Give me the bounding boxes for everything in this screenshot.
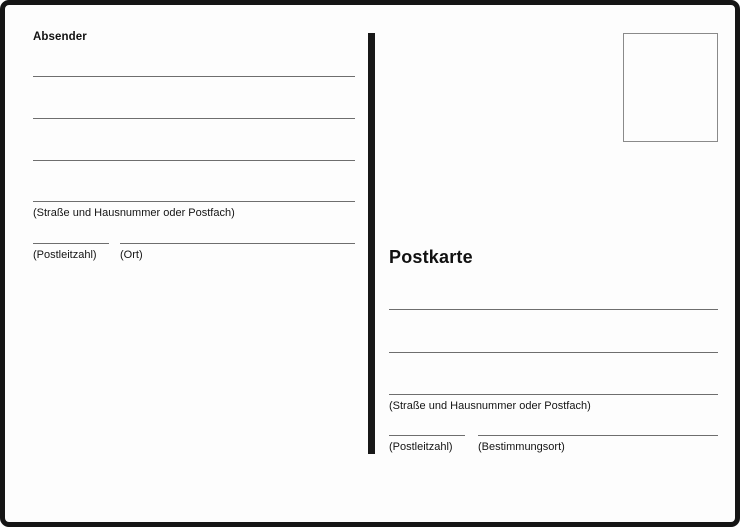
recipient-line-2[interactable] bbox=[389, 352, 718, 353]
recipient-street-label: (Straße und Hausnummer oder Postfach) bbox=[389, 400, 591, 412]
sender-line-3[interactable] bbox=[33, 160, 355, 161]
recipient-destination-line[interactable] bbox=[478, 435, 718, 436]
divider-bar bbox=[368, 33, 375, 454]
sender-postcode-line[interactable] bbox=[33, 243, 109, 244]
recipient-destination-label: (Bestimmungsort) bbox=[478, 441, 565, 453]
stamp-box bbox=[623, 33, 718, 142]
recipient-postcode-label: (Postleitzahl) bbox=[389, 441, 453, 453]
sender-postcode-label: (Postleitzahl) bbox=[33, 249, 97, 261]
sender-city-line[interactable] bbox=[120, 243, 355, 244]
sender-street-line[interactable] bbox=[33, 201, 355, 202]
postcard-title: Postkarte bbox=[389, 247, 473, 267]
sender-line-2[interactable] bbox=[33, 118, 355, 119]
recipient-line-1[interactable] bbox=[389, 309, 718, 310]
recipient-postcode-line[interactable] bbox=[389, 435, 465, 436]
recipient-street-line[interactable] bbox=[389, 394, 718, 395]
sender-city-label: (Ort) bbox=[120, 249, 143, 261]
sender-heading: Absender bbox=[33, 31, 87, 43]
sender-street-label: (Straße und Hausnummer oder Postfach) bbox=[33, 207, 235, 219]
sender-line-1[interactable] bbox=[33, 76, 355, 77]
